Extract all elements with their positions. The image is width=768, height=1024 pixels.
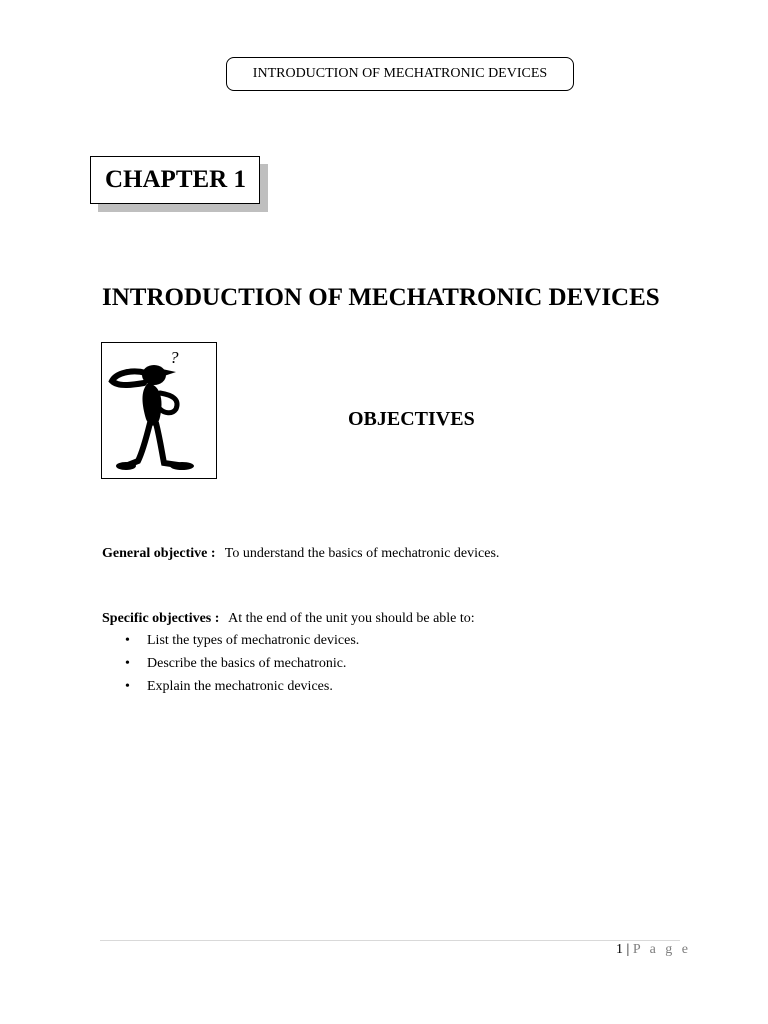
general-objective-text: To understand the basics of mechatronic devices. bbox=[224, 546, 500, 561]
page-separator: | bbox=[626, 942, 630, 957]
list-item bbox=[125, 679, 333, 695]
footer-divider bbox=[100, 940, 680, 941]
list-item-text: Explain the mechatronic devices. bbox=[147, 679, 333, 694]
list-item-text: List the types of mechatronic devices. bbox=[147, 633, 360, 648]
bullet-icon: • bbox=[125, 656, 130, 671]
specific-objectives bbox=[102, 611, 475, 627]
list-item-text: Describe the basics of mechatronic. bbox=[147, 656, 347, 671]
general-objective bbox=[102, 546, 499, 562]
running-header bbox=[226, 57, 574, 91]
page-number: 1 bbox=[616, 942, 623, 957]
bullet-icon: • bbox=[125, 633, 130, 648]
page-title: INTRODUCTION OF MECHATRONIC DEVICES bbox=[102, 284, 660, 311]
question-mark: ? bbox=[170, 348, 179, 367]
thinking-figure-icon bbox=[101, 342, 217, 479]
running-header-text: INTRODUCTION OF MECHATRONIC DEVICES bbox=[252, 66, 548, 81]
page-footer bbox=[616, 942, 691, 958]
specific-objectives-label: Specific objectives : bbox=[102, 611, 220, 626]
specific-objectives-text: At the end of the unit you should be able to: bbox=[228, 611, 475, 626]
chapter-box bbox=[90, 156, 260, 204]
chapter-label: CHAPTER 1 bbox=[105, 166, 246, 193]
list-item bbox=[125, 633, 360, 649]
general-objective-label: General objective : bbox=[102, 546, 216, 561]
list-item bbox=[125, 656, 347, 672]
objectives-heading: OBJECTIVES bbox=[348, 408, 475, 430]
page-word: P a g e bbox=[632, 942, 692, 957]
bullet-icon: • bbox=[125, 679, 130, 694]
